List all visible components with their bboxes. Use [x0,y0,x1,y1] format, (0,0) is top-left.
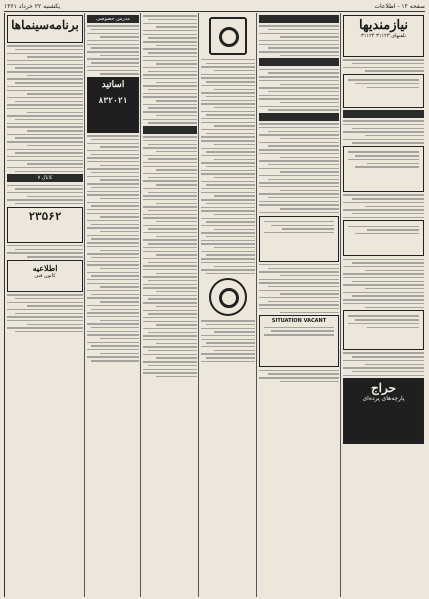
classifieds-phones: تلفنهای ۳۱۱۲۳ ۳۱۱۲۴ [361,33,406,39]
date-label: یکشنبه ۲۲ خرداد ۱۳۶۱ [4,3,61,10]
notice-title: اطلاعیه [32,262,58,273]
page-label: صفحه ۱۲ - اطلاعات [374,3,425,10]
asatid-title: اساتید [101,79,125,90]
tv-label: کانال ۷ [7,174,83,182]
ad-box-1 [343,74,424,108]
ad-box-5 [259,216,339,262]
auction-subtitle: پارچه‌های پرده‌ای [362,395,405,403]
notice-subtitle: کانون‌ فنی [34,272,56,279]
school-header: مدرس خصوصی [87,15,139,23]
column-4 [140,13,199,597]
situation-vacant-ad [259,315,339,367]
asatid-ad [87,77,139,133]
auction-title: حراج [370,381,397,396]
section-header-3 [259,58,339,66]
ad-box-2 [343,146,424,192]
section-header-1 [343,110,424,118]
asatid-phone: ۸۳۲۰۲۱ [98,95,128,105]
phone-ad-number: ۲۳۵۶۲ [28,209,62,223]
column-3 [198,13,257,597]
ad-box-3 [343,220,424,256]
column-5 [84,13,141,597]
cinema-title: برنامه‌سینماها [11,18,79,32]
situation-vacant-title: SITUATION VACANT [271,318,327,325]
cinema-title-box [7,15,83,43]
notice-ad [7,260,83,292]
company-logo-icon [209,17,247,55]
column-right [340,13,426,597]
round-seal-icon [209,278,247,316]
auction-ad [343,378,424,444]
section-header-4 [259,113,339,121]
classifieds-title-box [343,15,424,57]
section-header-2 [259,15,339,23]
page-header [4,2,425,12]
phone-ad [7,207,83,243]
ad-box-4 [343,310,424,350]
column-2 [256,13,341,597]
section-header-5 [143,126,197,134]
classifieds-title: نیازمندیها [358,18,409,33]
column-left [4,13,85,597]
